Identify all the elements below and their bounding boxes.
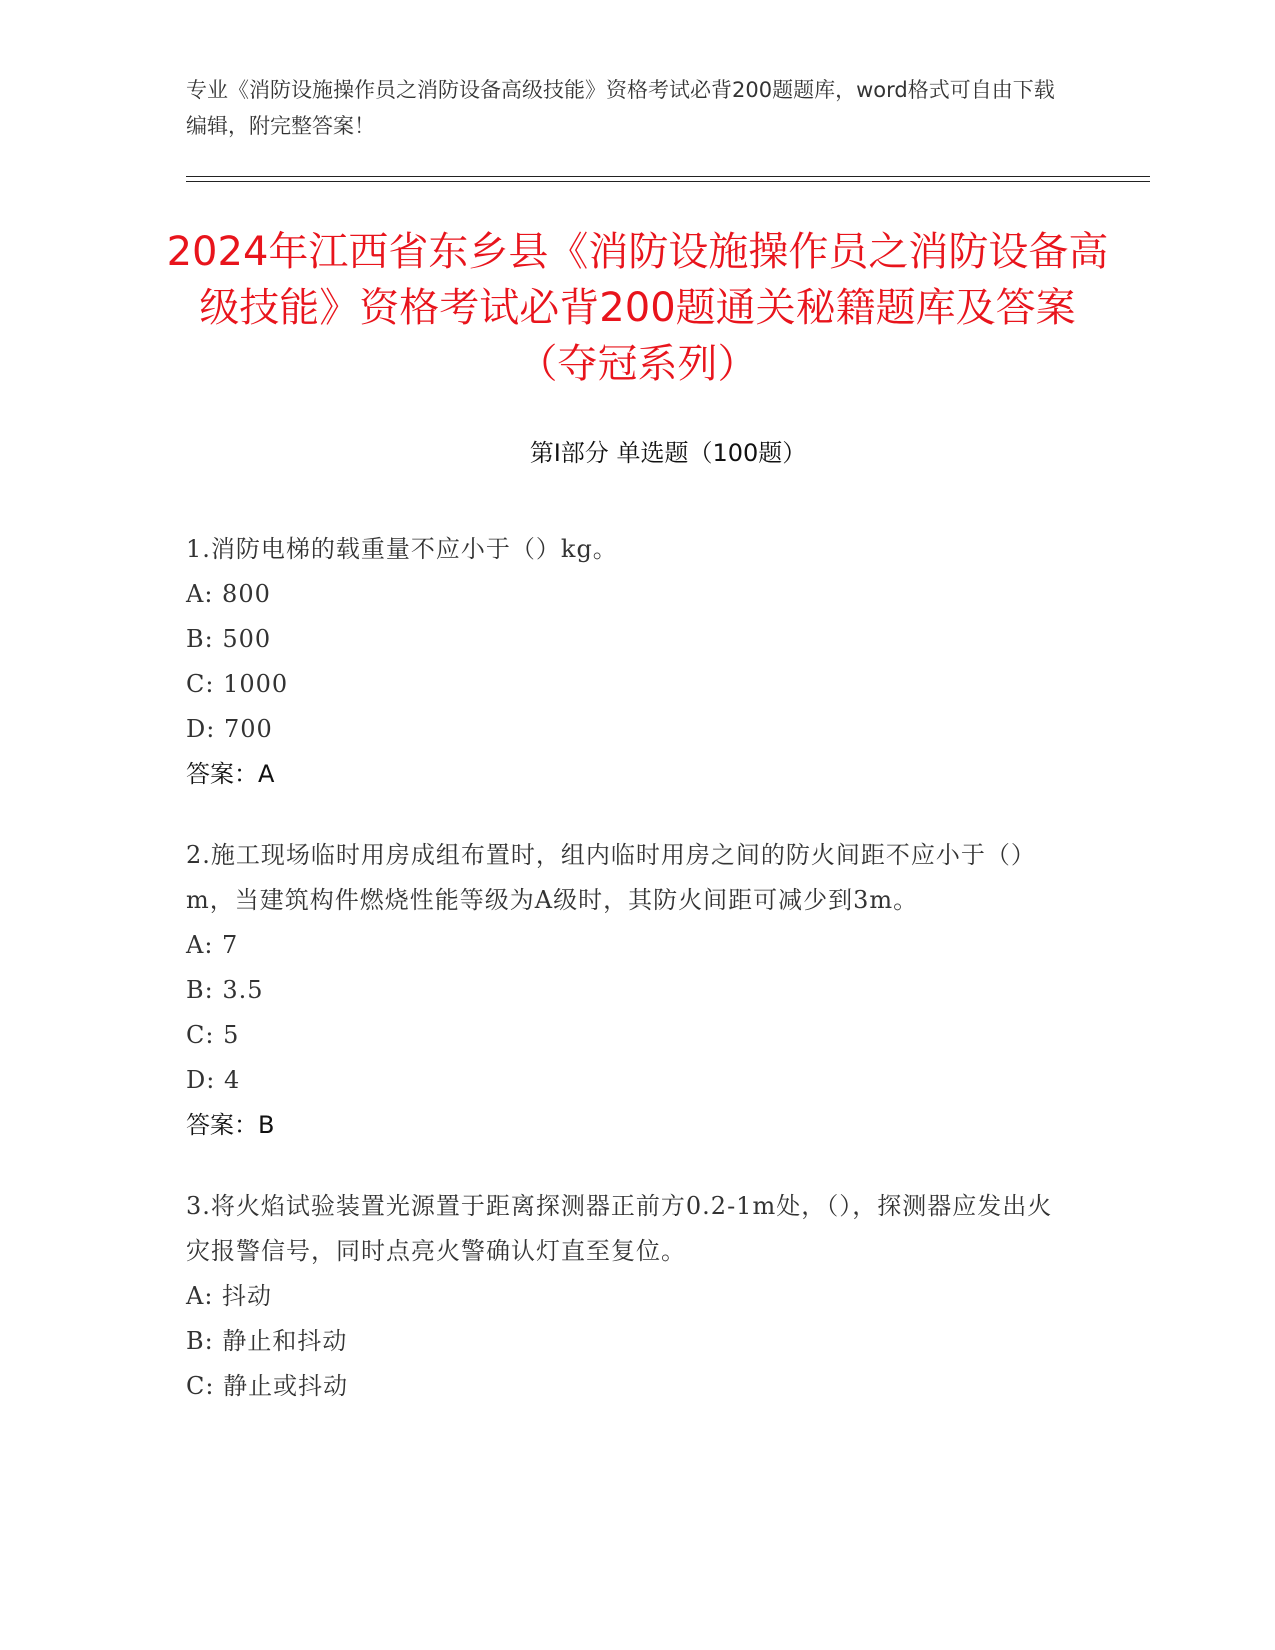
document-title: 2024年江西省东乡县《消防设施操作员之消防设备高级技能》资格考试必背200题通关秘籍题库及答案（夺冠系列） [166, 229, 1109, 387]
option-d: D: 700 [186, 715, 273, 743]
question-text: 1.消防电梯的载重量不应小于（）kg。 [186, 535, 618, 563]
question-2 [186, 833, 1066, 1148]
option-d: D: 4 [186, 1066, 241, 1094]
question-3 [186, 1184, 1066, 1409]
question-text: 3.将火焰试验装置光源置于距离探测器正前方0.2-1m处，（），探测器应发出火灾报警信号，同时点亮火警确认灯直至复位。 [186, 1192, 1053, 1265]
header-divider-bottom [186, 181, 1150, 182]
section-heading: 第Ⅰ部分 单选题（100题） [529, 439, 807, 467]
header-divider-top [186, 176, 1150, 177]
option-c: C: 1000 [186, 670, 289, 698]
option-b: B: 静止和抖动 [186, 1327, 348, 1355]
option-b: B: 500 [186, 625, 272, 653]
option-b: B: 3.5 [186, 976, 264, 1004]
option-c: C: 静止或抖动 [186, 1372, 349, 1400]
option-c: C: 5 [186, 1021, 240, 1049]
question-list [186, 527, 1066, 1445]
header-note: 专业《消防设施操作员之消防设备高级技能》资格考试必背200题题库，word格式可自由下载编辑，附完整答案！ [186, 78, 1055, 138]
question-1 [186, 527, 1066, 797]
option-a: A: 7 [186, 931, 239, 959]
option-a: A: 抖动 [186, 1282, 273, 1310]
answer-label: 答案：A [186, 760, 275, 788]
question-text: 2.施工现场临时用房成组布置时，组内临时用房之间的防火间距不应小于（）m，当建筑构件燃烧性能等级为A级时，其防火间距可减少到3m。 [186, 841, 1036, 914]
option-a: A: 800 [186, 580, 271, 608]
answer-label: 答案：B [186, 1111, 275, 1139]
